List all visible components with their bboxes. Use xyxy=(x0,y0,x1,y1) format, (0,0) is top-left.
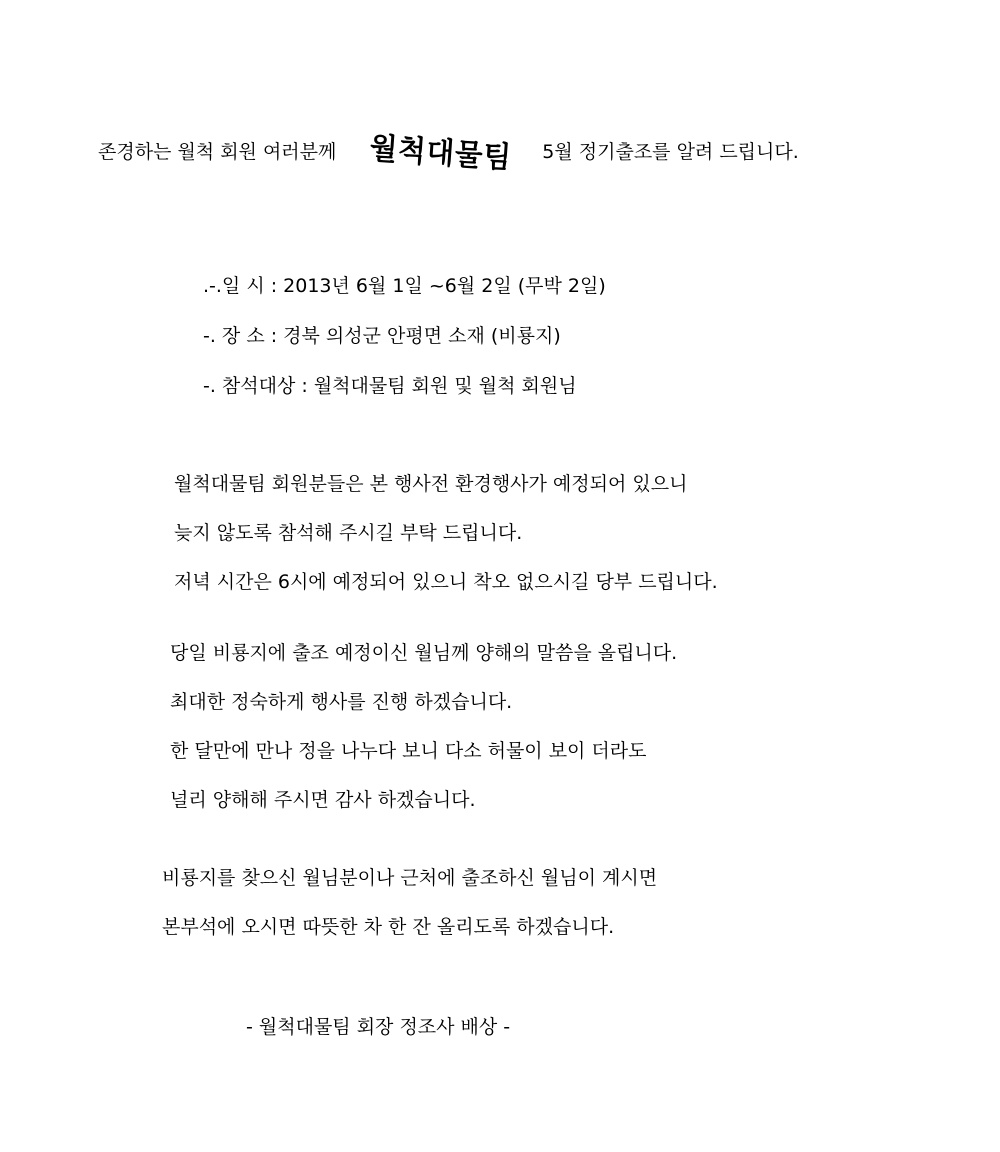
paragraph2-line4: 널리 양해해 주시면 감사 하겠습니다. xyxy=(170,789,476,811)
signature: - 월척대물팀 회장 정조사 배상 - xyxy=(246,1016,511,1038)
greeting-text: 존경하는 월척 회원 여러분께 xyxy=(98,140,337,163)
greeting-header xyxy=(98,126,799,174)
paragraph2-line3: 한 달만에 만나 정을 나누다 보니 다소 허물이 보이 더라도 xyxy=(170,740,647,762)
event-attendees: -. 참석대상 : 월척대물팀 회원 및 월척 회원님 xyxy=(203,375,577,397)
paragraph1-line3: 저녁 시간은 6시에 예정되어 있으니 착오 없으시길 당부 드립니다. xyxy=(174,571,718,593)
paragraph3-line2: 본부석에 오시면 따뜻한 차 한 잔 올리도록 하겠습니다. xyxy=(162,916,615,938)
announcement-text: 5월 정기출조를 알려 드립니다. xyxy=(542,140,799,163)
event-place: -. 장 소 : 경북 의성군 안평면 소재 (비룡지) xyxy=(203,325,561,347)
paragraph2-line1: 당일 비룡지에 출조 예정이신 월님께 양해의 말씀을 올립니다. xyxy=(170,642,678,664)
paragraph1-line2: 늦지 않도록 참석해 주시길 부탁 드립니다. xyxy=(174,522,523,544)
paragraph2-line2: 최대한 정숙하게 행사를 진행 하겠습니다. xyxy=(170,691,513,713)
paragraph3-line1: 비룡지를 찾으신 월님분이나 근처에 출조하신 월님이 계시면 xyxy=(162,867,658,889)
paragraph1-line1: 월척대물팀 회원분들은 본 행사전 환경행사가 예정되어 있으니 xyxy=(174,473,688,495)
brand-logo-text: 월척대물팀 xyxy=(368,131,514,176)
event-date: .-.일 시 : 2013년 6월 1일 ~6월 2일 (무박 2일) xyxy=(203,275,606,297)
